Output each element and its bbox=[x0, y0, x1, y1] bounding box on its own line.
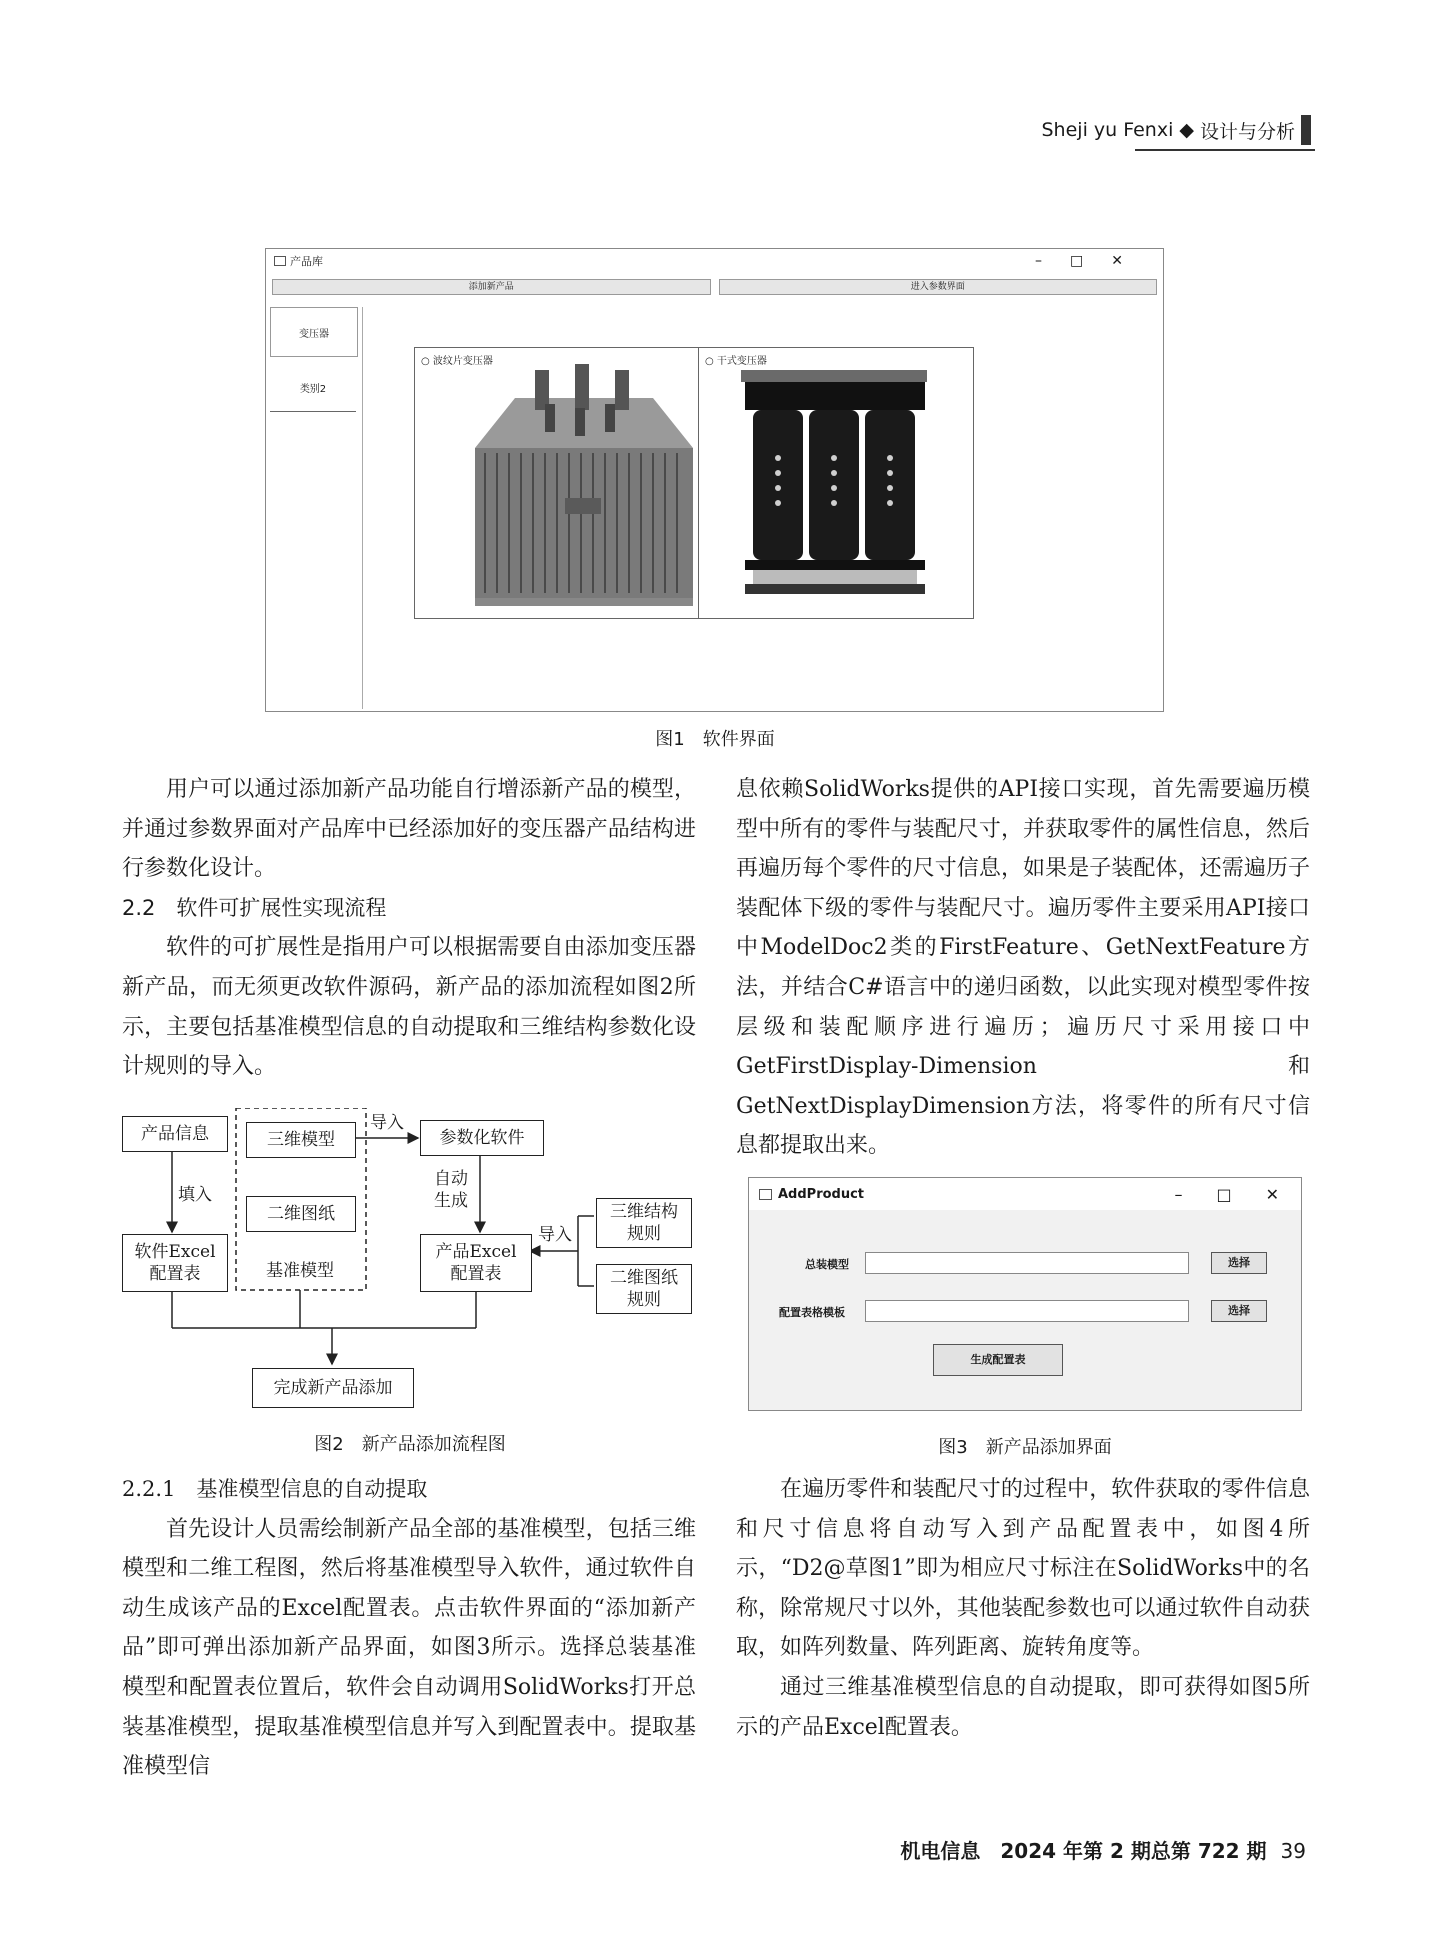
edge-label-fill: 填入 bbox=[178, 1185, 212, 1205]
section-heading-2-2: 2.2 软件可扩展性实现流程 bbox=[122, 895, 387, 920]
paragraph: 用户可以通过添加新产品功能自行增添新产品的模型，并通过参数界面对产品库中已经添加好的变压器产品结构进行参数化设计。 bbox=[122, 777, 696, 882]
node-done: 完成新产品添加 bbox=[252, 1368, 414, 1408]
node-product-excel bbox=[420, 1234, 532, 1292]
paragraph: 在遍历零件和装配尺寸的过程中，软件获取的零件信息和尺寸信息将自动写入到产品配置表中，如图4所示，“D2@草图1”即为相应尺寸标注在SolidWorks中的名称，除常规尺寸以外，其他装配参数也可以通过软件自动获取，如阵列数量、阵列距离、旋转角度等。 bbox=[736, 1477, 1310, 1661]
add-product-button[interactable]: 添加新产品 bbox=[272, 279, 711, 295]
edge-label-auto-generate bbox=[426, 1168, 476, 1212]
left-column-bottom bbox=[122, 1470, 696, 1787]
app-icon bbox=[759, 1189, 772, 1200]
tab-transformer[interactable]: 变压器 bbox=[270, 307, 358, 357]
figure-3-caption: 图3 新产品添加界面 bbox=[938, 1437, 1112, 1458]
header-rule bbox=[1135, 149, 1315, 151]
journal-issue: 机电信息 2024 年第 2 期总第 722 期 bbox=[900, 1839, 1267, 1863]
minimize-icon[interactable]: – bbox=[1035, 253, 1043, 269]
close-icon[interactable]: ✕ bbox=[1111, 253, 1123, 269]
left-column-top bbox=[122, 770, 696, 1087]
paragraph: 软件的可扩展性是指用户可以根据需要自由添加变压器新产品，而无须更改软件源码，新产品的添加流程如图2所示，主要包括基准模型信息的自动提取和三维结构参数化设计规则的导入。 bbox=[122, 935, 696, 1080]
node-2d-drawing: 二维图纸 bbox=[246, 1196, 356, 1232]
radio-icon[interactable]: ○ bbox=[705, 356, 714, 367]
page-footer bbox=[900, 1835, 1306, 1864]
window-titlebar bbox=[266, 249, 1163, 273]
node-line: 配置表 bbox=[149, 1264, 201, 1284]
column-name: 设计与分析 bbox=[1199, 120, 1295, 143]
node-line: 规则 bbox=[627, 1224, 661, 1244]
node-3d-model: 三维模型 bbox=[246, 1122, 356, 1158]
generate-config-button[interactable]: 生成配置表 bbox=[933, 1344, 1063, 1376]
minimize-icon[interactable]: – bbox=[1174, 1184, 1183, 1204]
node-base-model: 基准模型 bbox=[266, 1261, 334, 1281]
figure-2-caption: 图2 新产品添加流程图 bbox=[314, 1434, 506, 1455]
node-3d-rules bbox=[596, 1198, 692, 1248]
close-icon[interactable]: ✕ bbox=[1265, 1184, 1279, 1204]
figure-1-software-window bbox=[265, 248, 1164, 712]
diamond-icon: ◆ bbox=[1179, 119, 1194, 141]
radio-icon[interactable]: ○ bbox=[421, 356, 430, 367]
dry-transformer-image bbox=[699, 348, 973, 618]
edge-label-import: 导入 bbox=[370, 1113, 404, 1133]
param-interface-button[interactable]: 进入参数界面 bbox=[719, 279, 1158, 295]
section-heading-2-2-1: 2.2.1 基准模型信息的自动提取 bbox=[122, 1477, 428, 1501]
right-column-top bbox=[736, 770, 1310, 1166]
edge-label-import-2: 导入 bbox=[538, 1225, 572, 1245]
node-line: 产品Excel bbox=[435, 1242, 517, 1262]
page-number: 39 bbox=[1280, 1839, 1306, 1863]
header-bar bbox=[1301, 115, 1311, 145]
paragraph: 通过三维基准模型信息的自动提取，即可获得如图5所示的产品Excel配置表。 bbox=[736, 1674, 1310, 1740]
select-template-button[interactable]: 选择 bbox=[1211, 1300, 1267, 1322]
product-label: 波纹片变压器 bbox=[432, 356, 493, 367]
journal-latin: Sheji yu Fenxi bbox=[1041, 119, 1174, 141]
dialog-title: AddProduct bbox=[778, 1186, 865, 1202]
maximize-icon[interactable]: □ bbox=[1070, 253, 1084, 269]
node-param-software: 参数化软件 bbox=[420, 1120, 544, 1156]
running-header bbox=[1042, 115, 1312, 145]
edge-line: 自动 bbox=[434, 1169, 468, 1189]
tab-category2[interactable]: 类别2 bbox=[270, 363, 356, 412]
node-line: 三维结构 bbox=[610, 1202, 678, 1222]
dialog-titlebar bbox=[749, 1178, 1301, 1210]
paragraph: 息依赖SolidWorks提供的API接口实现，首先需要遍历模型中所有的零件与装配尺寸，并获取零件的属性信息，然后再遍历每个零件的尺寸信息，如果是子装配体，还需遍历子装配体下级的零件与装配尺寸。遍历零件主要采用API接口中ModelDoc2类的FirstFeature、GetNextFeature方法，并结合C#语言中的递归函数，以此实现对模型零件按层级和装配顺序进行遍历；遍历尺寸采用接口中GetFirstDisplay-Dimension和GetNextDisplayDimension方法，将零件的所有尺寸信息都提取出来。 bbox=[736, 777, 1310, 1159]
figure-3-addproduct-dialog bbox=[748, 1177, 1302, 1411]
product-label: 干式变压器 bbox=[716, 356, 767, 367]
window-title: 产品库 bbox=[290, 255, 323, 268]
right-column-bottom bbox=[736, 1470, 1310, 1747]
product-card-dry[interactable] bbox=[698, 347, 974, 619]
node-product-info: 产品信息 bbox=[122, 1116, 228, 1152]
edge-line: 生成 bbox=[434, 1191, 468, 1211]
node-software-excel bbox=[122, 1234, 228, 1292]
assembly-model-label: 总装模型 bbox=[805, 1258, 849, 1271]
node-line: 规则 bbox=[627, 1290, 661, 1310]
select-assembly-button[interactable]: 选择 bbox=[1211, 1252, 1267, 1274]
node-2d-rules bbox=[596, 1264, 692, 1314]
node-line: 二维图纸 bbox=[610, 1268, 678, 1288]
maximize-icon[interactable]: □ bbox=[1216, 1184, 1232, 1204]
node-line: 配置表 bbox=[450, 1264, 502, 1284]
template-label: 配置表格模板 bbox=[779, 1306, 845, 1319]
category-sidebar bbox=[266, 307, 363, 709]
figure-2-flowchart bbox=[120, 1108, 700, 1418]
template-input[interactable] bbox=[865, 1300, 1189, 1322]
figure-1-caption: 图1 软件界面 bbox=[655, 729, 775, 750]
paragraph: 首先设计人员需绘制新产品全部的基准模型，包括三维模型和二维工程图，然后将基准模型导入软件，通过软件自动生成该产品的Excel配置表。点击软件界面的“添加新产品”即可弹出添加新产品界面，如图3所示。选择总装基准模型和配置表位置后，软件会自动调用SolidWorks打开总装基准模型，提取基准模型信息并写入到配置表中。提取基准模型信 bbox=[122, 1516, 696, 1780]
app-icon bbox=[274, 256, 286, 266]
assembly-model-input[interactable] bbox=[865, 1252, 1189, 1274]
node-line: 软件Excel bbox=[134, 1242, 216, 1262]
